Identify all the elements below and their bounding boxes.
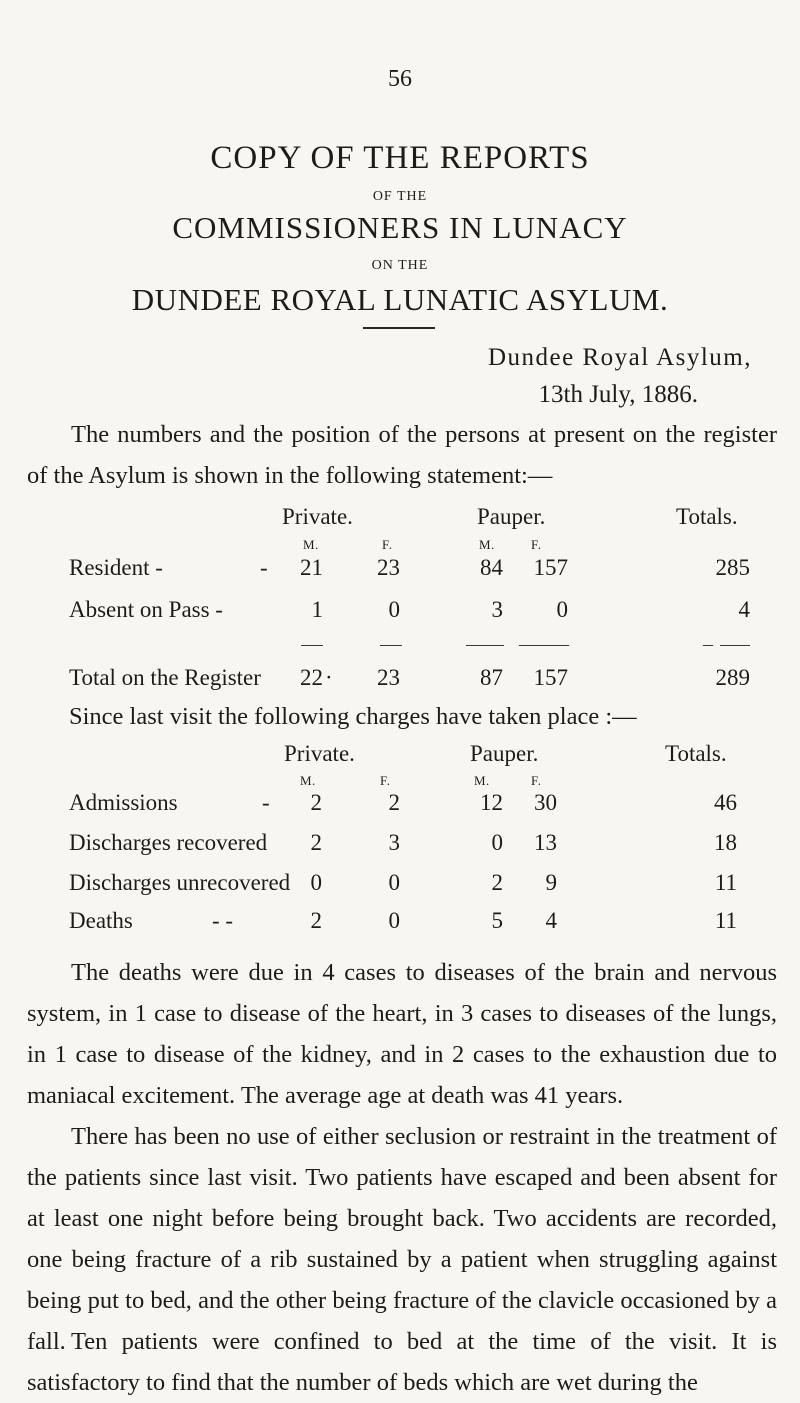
t1-cell-private-f: 23 <box>377 555 400 580</box>
changes-lead: Since last visit the following charges have taken place :— <box>69 703 637 730</box>
t2-cell-private-f: 0 <box>388 908 400 933</box>
t1-sum-line <box>720 645 750 646</box>
t2-cell-total: 11 <box>714 908 737 933</box>
t2-sub-private-m: M. <box>300 773 316 788</box>
t2-cell-pauper-m: 5 <box>491 908 503 933</box>
t2-row-dash: - - <box>212 908 234 933</box>
t1-mid-dot: · <box>325 665 333 690</box>
heading-title: COPY OF THE REPORTS <box>210 140 590 176</box>
t1-row-label: Absent on Pass - <box>69 597 223 622</box>
t2-row-dash: - <box>262 790 270 815</box>
t1-cell-pauper-m: 87 <box>480 665 503 690</box>
t1-cell-pauper-f: 157 <box>533 665 568 690</box>
t2-cell-private-m: 2 <box>310 908 322 933</box>
t2-cell-pauper-f: 4 <box>545 908 557 933</box>
t1-cell-total: 4 <box>738 597 750 622</box>
t2-cell-pauper-f: 30 <box>534 790 557 815</box>
t1-sub-private-m: M. <box>303 537 319 552</box>
t1-cell-pauper-f: 157 <box>533 555 568 580</box>
t1-cell-private-m: 1 <box>311 597 323 622</box>
restraint-text: There has been no use of either seclusion or restraint in the treatment of the patients since last visit. Two patients have escaped and been absent for at least one night before being brought back. Two accidents are recorded, one being fracture of a rib sustained by a patient when struggling against being put to bed, and the other being fracture of the clavicle occasioned by a fall. <box>27 1123 777 1355</box>
t1-cell-private-f: 23 <box>377 665 400 690</box>
bed-paragraph <box>27 1321 777 1403</box>
t2-sub-pauper-m: M. <box>474 773 490 788</box>
t1-cell-pauper-f: 0 <box>556 597 568 622</box>
t1-sum-line <box>301 645 323 646</box>
t1-cell-pauper-m: 3 <box>491 597 503 622</box>
t1-sub-pauper-m: M. <box>479 537 495 552</box>
t2-cell-private-m: 2 <box>310 790 322 815</box>
t1-header-pauper: Pauper. <box>477 504 546 529</box>
dateline-place: Dundee Royal Asylum, <box>487 344 752 371</box>
t1-sub-pauper-f: F. <box>531 537 542 552</box>
t1-cell-private-m: 22 <box>300 665 323 690</box>
t1-cell-private-f: 0 <box>388 597 400 622</box>
heading-asylum-name: DUNDEE ROYAL LUNATIC ASYLUM. <box>131 282 669 317</box>
t2-cell-pauper-m: 2 <box>491 870 503 895</box>
t2-sub-private-f: F. <box>380 773 391 788</box>
t1-sum-line <box>466 645 504 646</box>
t1-sum-line <box>703 645 713 646</box>
t2-cell-total: 46 <box>714 790 737 815</box>
t2-header-pauper: Pauper. <box>470 741 539 766</box>
t1-row-dash: - <box>260 555 268 580</box>
dateline-date: 13th July, 1886. <box>538 381 698 408</box>
t1-cell-private-m: 21 <box>300 555 323 580</box>
t2-cell-pauper-f: 9 <box>545 870 557 895</box>
t2-header-private: Private. <box>284 741 355 766</box>
t2-row-label: Deaths <box>69 908 133 933</box>
heading-on-the: ON THE <box>371 258 429 273</box>
page-number: 56 <box>388 66 412 92</box>
t2-cell-private-f: 2 <box>388 790 400 815</box>
t2-header-totals: Totals. <box>665 741 727 766</box>
intro-text: The numbers and the position of the persons at present on the register of the Asylum is shown in the following statement:— <box>27 421 777 489</box>
t1-cell-total: 285 <box>715 555 750 580</box>
t1-sum-line <box>380 645 402 646</box>
intro-paragraph <box>27 414 777 496</box>
t2-cell-pauper-m: 12 <box>480 790 503 815</box>
t1-row-label: Resident - <box>69 555 163 580</box>
t2-cell-pauper-m: 0 <box>491 830 503 855</box>
t1-header-private: Private. <box>282 504 353 529</box>
t2-cell-private-f: 3 <box>388 830 400 855</box>
t1-row-label: Total on the Register <box>69 665 261 690</box>
t1-sum-line <box>519 645 569 646</box>
t1-sub-private-f: F. <box>382 537 393 552</box>
t2-cell-total: 11 <box>714 870 737 895</box>
heading-rule <box>363 327 435 329</box>
heading-commissioners: COMMISSIONERS IN LUNACY <box>172 210 628 245</box>
deaths-paragraph <box>27 952 777 1116</box>
heading-of-the: OF THE <box>372 189 428 204</box>
t2-row-label: Admissions <box>69 790 178 815</box>
t2-cell-private-f: 0 <box>388 870 400 895</box>
t2-cell-total: 18 <box>714 830 737 855</box>
t1-cell-total: 289 <box>715 665 750 690</box>
bed-text: Ten patients were confined to bed at the time of the visit. It is satisfactory to find that the number of beds which are wet during the <box>27 1328 777 1396</box>
t2-row-label: Discharges unrecovered <box>69 870 291 895</box>
t2-row-label: Discharges recovered <box>69 830 268 855</box>
t1-header-totals: Totals. <box>676 504 738 529</box>
t2-sub-pauper-f: F. <box>531 773 542 788</box>
t2-cell-private-m: 0 <box>310 870 322 895</box>
deaths-text: The deaths were due in 4 cases to diseases of the brain and nervous system, in 1 case to disease of the heart, in 3 cases to diseases of the lungs, in 1 case to disease of the kidney, and in 2 cases to the exhaustion due to maniacal excitement. The average age at death was 41 years. <box>27 959 777 1109</box>
t2-cell-private-m: 2 <box>310 830 322 855</box>
t1-cell-pauper-m: 84 <box>480 555 503 580</box>
t2-cell-pauper-f: 13 <box>534 830 557 855</box>
